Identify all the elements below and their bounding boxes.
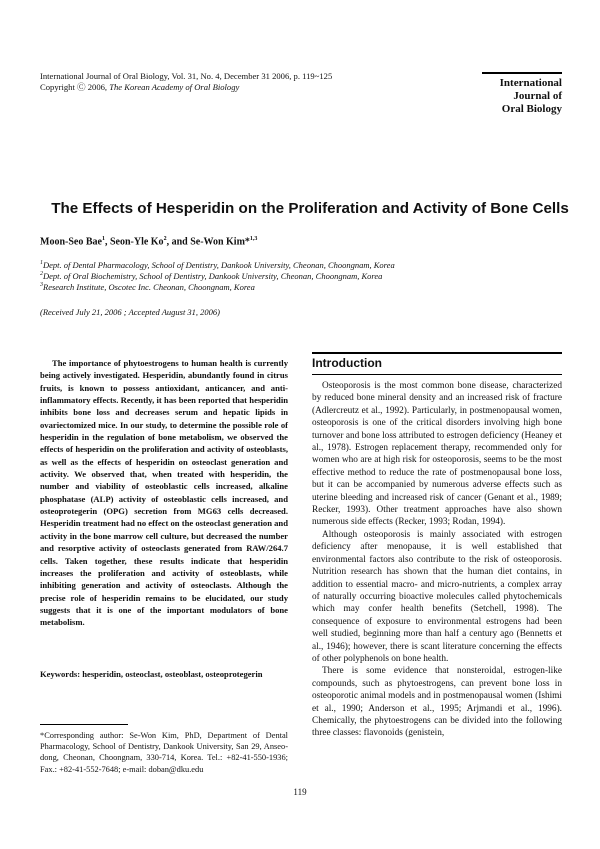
author-name: Moon-Seo Bae <box>40 236 102 248</box>
corresponding-author-footnote: *Corresponding author: Se-Won Kim, PhD, Department of Dental Pharmacology, School of Dentistry, Dankook University, San 29, Anseo-dong, Cheonan, Choongnam, 330-714, Korea. Tel.: +82-41-550-1936; Fax.: +82-41-552-7648; e-mail: doban@dku.edu <box>40 731 288 774</box>
copyright-line <box>40 82 239 93</box>
affiliation-sup: 2 <box>40 271 43 277</box>
citation-line: International Journal of Oral Biology, Vol. 31, No. 4, December 31 2006, p. 119~125 <box>40 71 333 81</box>
footnote-divider <box>40 724 128 725</box>
introduction-body <box>312 380 562 740</box>
paper-title: The Effects of Hesperidin on the Proliferation and Activity of Bone Cells <box>51 200 569 217</box>
body-paragraph: Osteoporosis is the most common bone disease, characterized by reduced bone mineral density and an increased risk of fracture (Adlercreutz et al., 1992). Particularly, in postmenopausal women, osteoporosis is one of the critical disorders involving high bone turnover and bone loss attributed to estrogen deficiency (Heaney et al., 1978). Estrogen replacement therapy, recommended only for women who are at high risk for osteoporosis, seems to be the most effective method to reduce the rate of postmenopausal bone loss, but it can be accompanied by numerous adverse effects such as uterine bleeding and increased risk of cancer (Genant et al., 1989; Recker, 1993). Other treatment approaches have also shown numerous side effects (Recker, 1993; Rodan, 1994). <box>312 381 562 528</box>
copyright-publisher: The Korean Academy of Oral Biology <box>109 82 240 92</box>
journal-name-line: Journal of <box>513 90 562 102</box>
affiliation <box>40 280 255 293</box>
affiliation-sup: 3 <box>40 282 43 288</box>
affiliation-text: Dept. of Dental Pharmacology, School of Dentistry, Dankook University, Cheonan, Choongnam, Korea <box>43 259 395 270</box>
copyright-prefix: Copyright Ⓒ 2006, <box>40 82 110 92</box>
section-rule-bottom <box>312 374 562 375</box>
body-paragraph: There is some evidence that nonsteroidal, estrogen-like compounds, such as phytoestrogens, can prevent bone loss in osteoporotic animal models and in postmenopausal women (Ishimi et al., 1990; Anderson et al., 1995; Arjmandi et al., 1996). Chemically, the phytoestrogens can be divided into the following three classes: flavonoids (genistein, <box>312 666 562 739</box>
affiliation-text: Research Institute, Oscotec Inc. Cheonan, Choongnam, Korea <box>43 281 255 292</box>
author-name: Seon-Yle Ko <box>109 236 164 248</box>
author-name: Se-Won Kim* <box>190 236 250 248</box>
author-sup: 2 <box>163 236 167 242</box>
affiliation-sup: 1 <box>40 260 43 266</box>
author-list: Moon-Seo Bae$^1$, Seon-Yle Ko$^2$, and Se-Won Kim*$^{1,3}$ <box>40 236 258 248</box>
received-dates: (Received July 21, 2006 ; Accepted August 31, 2006) <box>40 307 221 317</box>
abstract: The importance of phytoestrogens to human health is currently being actively investigated. Hesperidin, abundantly found in citrus fruits, is known to possess antioxidant, anticancer, and anti-inflammatory effects. Recently, it has been reported that hesperidin inhibits bone loss and decreases serum and hepatic lipids in ovariectomized mice. In our study, to determine the possible role of hesperidin in the regulation of bone metabolism, we observed the effects of hesperidin on the proliferation and activity of osteoblasts, as well as the effects of hesperidin on osteoclast generation and activity. We observed that, when treated with hesperidin, the number and viability of osteoblastic cells increased, alkaline phosphatase (ALP) activity of osteoblastic cells increased, and osteoprotegerin (OPG) secretion from MG63 cells decreased. Hesperidin treatment had no effect on the osteoclast generation and activity in the bone marrow cell culture, but decreased the number and resorptive activity of osteoclasts generated from RAW/264.7 cells. Taken together, these results indicate that hesperidin increases the proliferation and activity of osteoblasts, while inhibiting generation and activity of osteoclasts. Although the precise role of hesperidin remains to be elucidated, our study suggests that it is one of the important modulators of bone metabolism. <box>40 358 288 628</box>
author-sup: 1,3 <box>249 236 258 242</box>
journal-name-line: International <box>499 77 562 89</box>
journal-name-line: Oral Biology <box>501 103 562 115</box>
affiliation-text: Dept. of Oral Biochemistry, School of Dentistry, Dankook University, Cheonan, Choongnam, Korea <box>43 270 383 281</box>
section-rule-top <box>312 352 562 354</box>
section-heading-introduction: Introduction <box>312 356 382 370</box>
author-sup: 1 <box>101 236 105 242</box>
journal-name-box <box>482 72 562 116</box>
body-paragraph: Although osteoporosis is mainly associated with estrogen deficiency after menopause, it is well established that environmental factors also contribute to the risk of osteoporosis. Nutrition research has shown that the human diet contains, in addition to essential macro- and micro-nutrients, a complex array of naturally occurring bioactive molecules called phytochemicals which may confer health benefits (Setchell, 1998). The consequence of exposure to environmental estrogens had been well studied, beginning more than half a century ago (Bennetts et al., 1946); however, there is scant literature concerning the effects of other polyphenols on bone health. <box>312 529 562 664</box>
keywords: Keywords: hesperidin, osteoclast, osteoblast, osteoprotegerin <box>40 669 263 679</box>
page-number: 119 <box>293 787 307 797</box>
